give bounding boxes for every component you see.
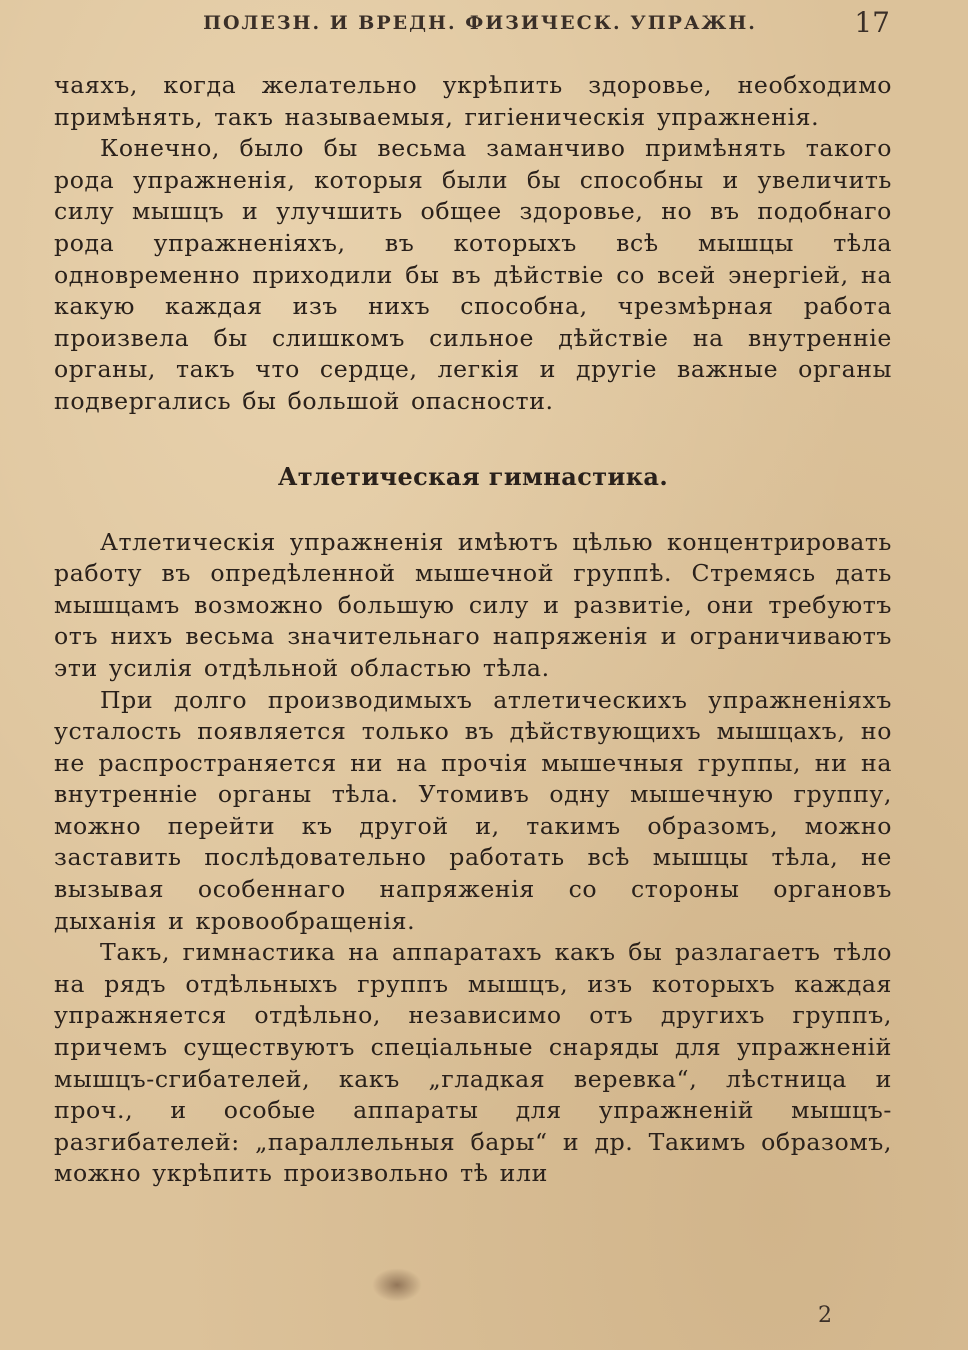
paragraph-3: Атлетическія упражненія имѣютъ цѣлью концентрировать работу въ опредѣленной мышечной группѣ. Стремясь дать мышцамъ возможно большую силу и развитіе, они требуютъ отъ нихъ весьма значительнаго напряженія и ограничиваютъ эти усилія отдѣльной областью тѣла.	[54, 527, 892, 682]
paragraph-1: чаяхъ, когда желательно укрѣпить здоровье, необходимо примѣнять, такъ называемыя, гигіеническія упражненія.	[54, 71, 892, 131]
paragraph-2: Конечно, было бы весьма заманчиво примѣнять такого рода упражненія, которыя были бы способны и увеличить силу мышцъ и улучшить общее здоровье, но въ подобнаго рода упражненіяхъ, въ которыхъ всѣ мышцы тѣла одновременно приходили бы въ дѣйствіе со всей энергіей, на какую каждая изъ нихъ способна, чрезмѣрная работа произвела бы слишкомъ сильное дѣйствіе на внутренніе органы, такъ что сердце, легкія и другіе важные органы подвергались бы большой опасности.	[54, 134, 892, 415]
ink-stain	[372, 1268, 422, 1302]
signature-mark: 2	[818, 1303, 832, 1328]
section-heading: Атлетическая гимнастика.	[277, 461, 669, 491]
body-text	[54, 70, 892, 1190]
paragraph-5: Такъ, гимнастика на аппаратахъ какъ бы разлагаетъ тѣло на рядъ отдѣльныхъ группъ мышцъ, изъ которыхъ каждая упражняется отдѣльно, независимо отъ другихъ группъ, причемъ существуютъ спеціальные снаряды для упражненій мышцъ-сгибателей, какъ „гладкая веревка“, лѣстница и проч., и особые аппараты для упражненій мышцъ-разгибателей: „параллельныя бары“ и др. Такимъ образомъ, можно укрѣпить произвольно тѣ или	[54, 938, 892, 1188]
paragraph-4: При долго производимыхъ атлетическихъ упражненіяхъ усталость появляется только въ дѣйствующихъ мышцахъ, но не распространяется ни на прочія мышечныя группы, ни на внутренніе органы тѣла. Утомивъ одну мышечную группу, можно перейти къ другой и, такимъ образомъ, можно заставить послѣдовательно работать всѣ мышцы тѣла, не вызывая особеннаго напряженія со стороны органовъ дыханія и кровообращенія.	[54, 685, 892, 935]
running-title: ПОЛЕЗН. И ВРЕДН. ФИЗИЧЕСК. УПРАЖН.	[203, 12, 757, 34]
page-number: 17	[854, 6, 890, 39]
